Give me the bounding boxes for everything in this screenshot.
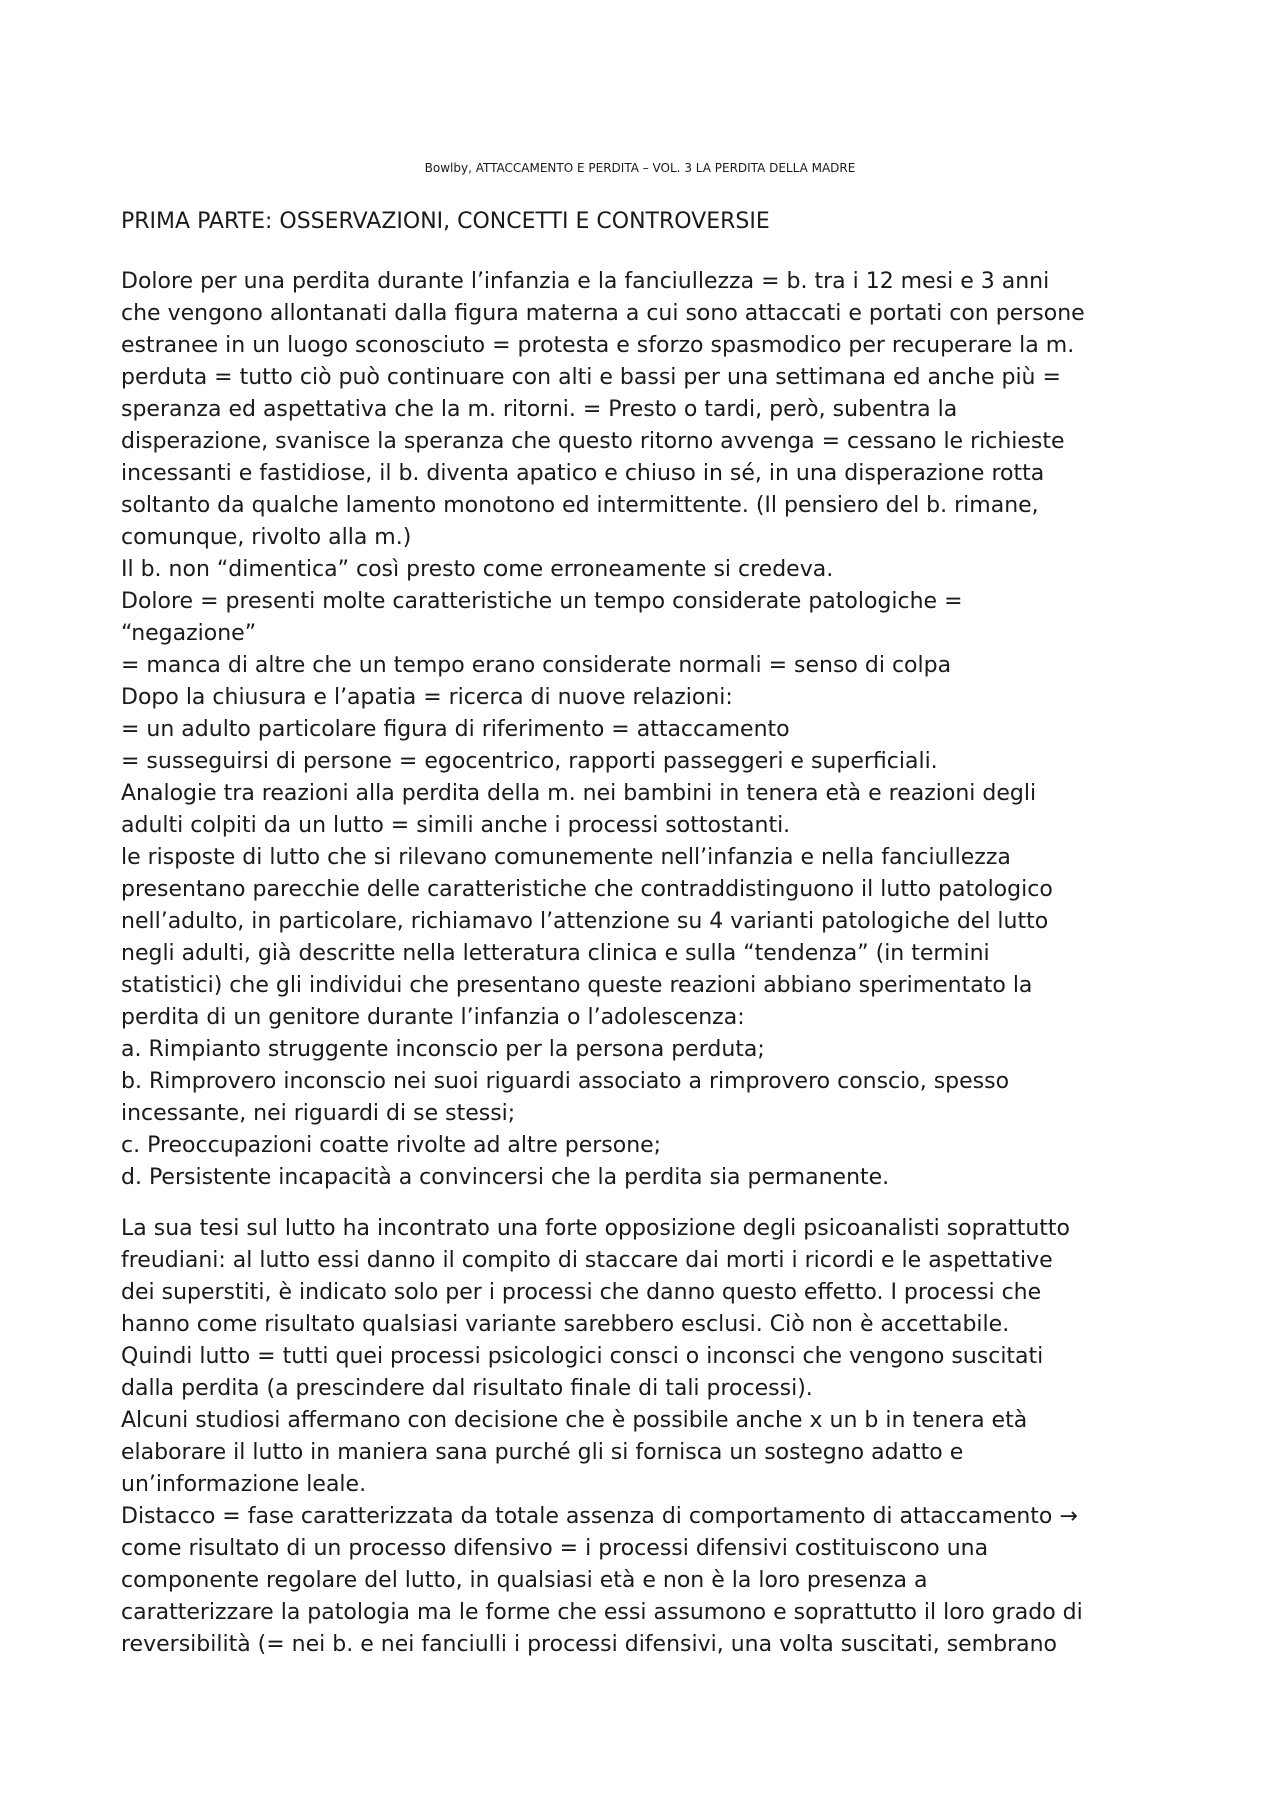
section-heading: PRIMA PARTE: OSSERVAZIONI, CONCETTI E CONTROVERSIE: [121, 209, 770, 234]
text-line: le risposte di lutto che si rilevano comunemente nell’infanzia e nella fanciullezza: [121, 845, 1011, 870]
text-line: Analogie tra reazioni alla perdita della m. nei bambini in tenera età e reazioni degli: [121, 781, 1037, 806]
text-line: adulti colpiti da un lutto = simili anche i processi sottostanti.: [121, 813, 791, 838]
text-line: = susseguirsi di persone = egocentrico, rapporti passeggeri e superficiali.: [121, 749, 938, 774]
text-line: Dolore = presenti molte caratteristiche un tempo considerate patologiche =: [121, 589, 963, 614]
list-item-a: a. Rimpianto struggente inconscio per la persona perduta;: [121, 1037, 765, 1062]
text-line: reversibilità (= nei b. e nei fanciulli i processi difensivi, una volta suscitati, sembrano: [121, 1632, 1058, 1657]
text-line: negli adulti, già descritte nella letteratura clinica e sulla “tendenza” (in termini: [121, 941, 990, 966]
text-line: dalla perdita (a prescindere dal risultato finale di tali processi).: [121, 1376, 813, 1401]
text-line: incessanti e fastidiose, il b. diventa apatico e chiuso in sé, in una disperazione rotta: [121, 461, 1045, 486]
text-line: Alcuni studiosi affermano con decisione che è possibile anche x un b in tenera età: [121, 1408, 1028, 1433]
text-line: Quindi lutto = tutti quei processi psicologici consci o inconsci che vengono suscitati: [121, 1344, 1044, 1369]
text-line: Dolore per una perdita durante l’infanzia e la fanciullezza = b. tra i 12 mesi e 3 anni: [121, 269, 1050, 294]
text-line: “negazione”: [121, 621, 257, 646]
text-line: che vengono allontanati dalla figura materna a cui sono attaccati e portati con persone: [121, 301, 1085, 326]
text-line: comunque, rivolto alla m.): [121, 525, 412, 550]
text-line: = manca di altre che un tempo erano considerate normali = senso di colpa: [121, 653, 952, 678]
list-item-b-continued: incessante, nei riguardi di se stessi;: [121, 1101, 516, 1126]
text-line: La sua tesi sul lutto ha incontrato una forte opposizione degli psicoanalisti soprattutto: [121, 1216, 1071, 1241]
text-line: perdita di un genitore durante l’infanzia o l’adolescenza:: [121, 1005, 745, 1030]
list-item-d: d. Persistente incapacità a convincersi che la perdita sia permanente.: [121, 1165, 890, 1190]
text-line: perduta = tutto ciò può continuare con alti e bassi per una settimana ed anche più =: [121, 365, 1061, 390]
text-line: presentano parecchie delle caratteristiche che contraddistinguono il lutto patologico: [121, 877, 1053, 902]
text-line: elaborare il lutto in maniera sana purché gli si fornisca un sostegno adatto e: [121, 1440, 964, 1465]
list-item-c: c. Preoccupazioni coatte rivolte ad altre persone;: [121, 1133, 662, 1158]
text-line: Il b. non “dimentica” così presto come erroneamente si credeva.: [121, 557, 834, 582]
text-line: freudiani: al lutto essi danno il compito di staccare dai morti i ricordi e le aspettative: [121, 1248, 1053, 1273]
text-line: disperazione, svanisce la speranza che questo ritorno avvenga = cessano le richieste: [121, 429, 1065, 454]
text-line: estranee in un luogo sconosciuto = protesta e sforzo spasmodico per recuperare la m.: [121, 333, 1075, 358]
text-line: soltanto da qualche lamento monotono ed intermittente. (Il pensiero del b. rimane,: [121, 493, 1039, 518]
document-title: Bowlby, ATTACCAMENTO E PERDITA – VOL. 3 LA PERDITA DELLA MADRE: [424, 161, 856, 175]
text-line: nell’adulto, in particolare, richiamavo l’attenzione su 4 varianti patologiche del lutto: [121, 909, 1049, 934]
text-line: caratterizzare la patologia ma le forme che essi assumono e soprattutto il loro grado di: [121, 1600, 1083, 1625]
text-line: = un adulto particolare figura di riferimento = attaccamento: [121, 717, 790, 742]
text-line: speranza ed aspettativa che la m. ritorni. = Presto o tardi, però, subentra la: [121, 397, 958, 422]
text-line: Distacco = fase caratterizzata da totale assenza di comportamento di attaccamento →: [121, 1504, 1078, 1529]
text-line: un’informazione leale.: [121, 1472, 367, 1497]
text-line: dei superstiti, è indicato solo per i processi che danno questo effetto. I processi che: [121, 1280, 1042, 1305]
text-line: come risultato di un processo difensivo = i processi difensivi costituiscono una: [121, 1536, 989, 1561]
text-line: Dopo la chiusura e l’apatia = ricerca di nuove relazioni:: [121, 685, 733, 710]
list-item-b: b. Rimprovero inconscio nei suoi riguardi associato a rimprovero conscio, spesso: [121, 1069, 1010, 1094]
text-line: hanno come risultato qualsiasi variante sarebbero esclusi. Ciò non è accettabile.: [121, 1312, 1010, 1337]
text-line: componente regolare del lutto, in qualsiasi età e non è la loro presenza a: [121, 1568, 928, 1593]
text-line: statistici) che gli individui che presentano queste reazioni abbiano sperimentato la: [121, 973, 1033, 998]
